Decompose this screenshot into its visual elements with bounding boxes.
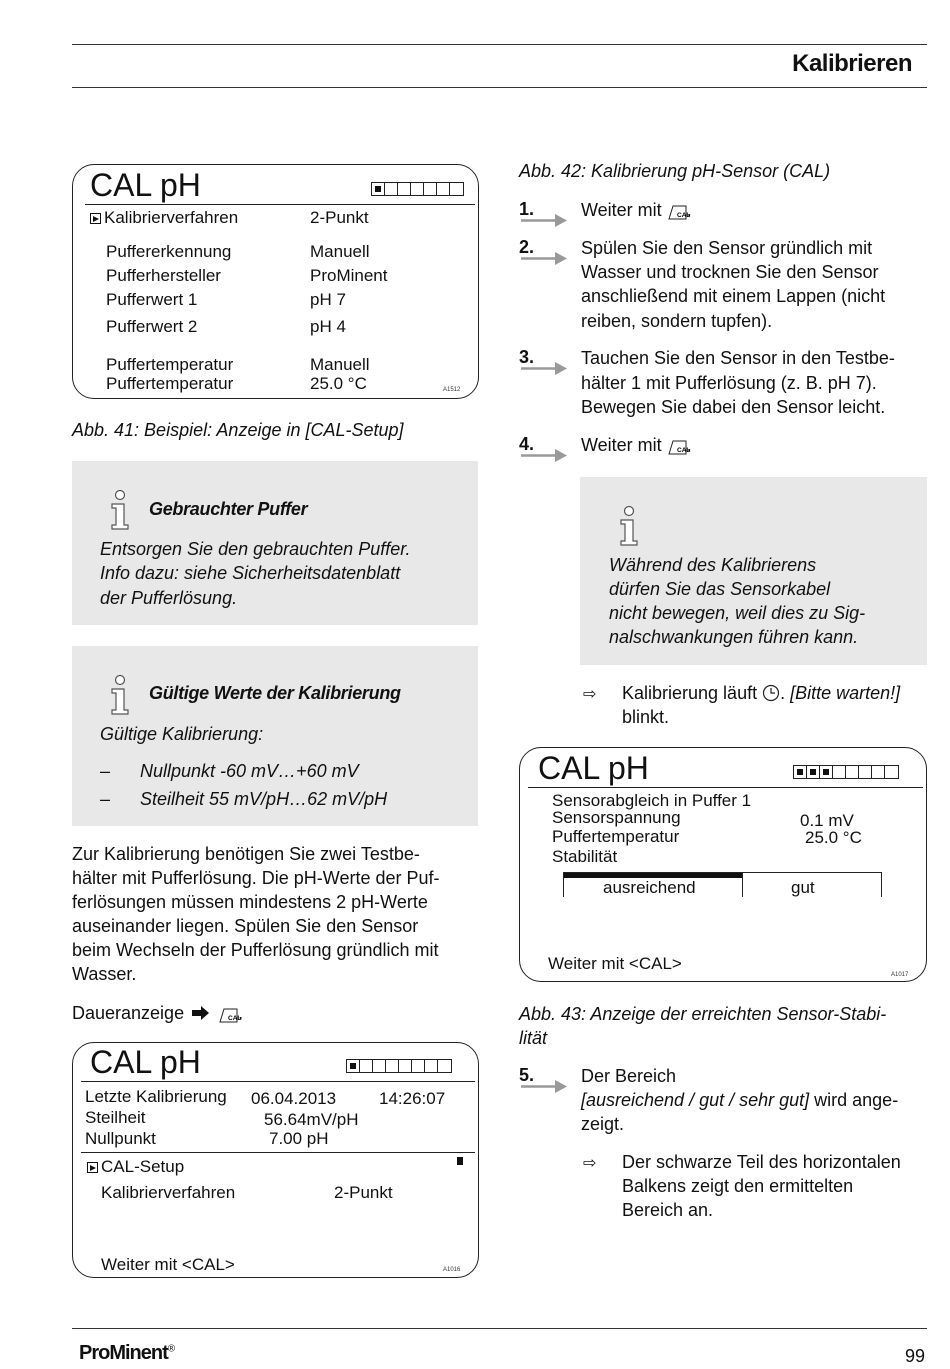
header-bottom-rule — [72, 87, 927, 88]
row-value-4: pH 4 — [310, 317, 346, 336]
figure-code: A1512 — [443, 387, 461, 393]
cal-setup-display — [72, 164, 479, 399]
figure43-caption: lität — [519, 1028, 548, 1048]
stability-bar-divider — [742, 873, 743, 897]
last-cal-time: 14:26:07 — [379, 1089, 446, 1108]
progress-indicator — [346, 1059, 452, 1073]
row-value-0: 2-Punkt — [310, 208, 369, 227]
clock-icon — [762, 684, 780, 702]
info-icon — [108, 489, 132, 531]
stability-display — [519, 747, 927, 982]
scroll-icon — [457, 1157, 463, 1165]
row-value-6: 25.0 °C — [310, 374, 367, 393]
stability-level-low: ausreichend — [603, 878, 696, 897]
paragraph-line: Zur Kalibrierung benötigen Sie zwei Testbe- — [72, 844, 420, 864]
selection-marker-icon — [87, 1162, 98, 1173]
row-value-2: ProMinent — [310, 266, 388, 285]
continuous-display-line — [72, 1001, 243, 1026]
display-footer: Weiter mit <CAL> — [101, 1255, 235, 1274]
row-label-2: Pufferhersteller — [106, 266, 221, 285]
paragraph-line: beim Wechseln der Pufferlösung gründlich mit — [72, 940, 439, 960]
continuous-display — [72, 1042, 479, 1278]
result-text: Balkens zeigt den ermittelten — [622, 1176, 854, 1196]
brand-logo: ProMinent® — [79, 1342, 175, 1364]
info-icon — [108, 674, 132, 716]
display-title: CAL pH — [538, 750, 649, 786]
list-item: Steilheit 55 mV/pH…62 mV/pH — [140, 789, 388, 809]
step-text: hälter 1 mit Pufferlösung (z. B. pH 7). — [581, 373, 877, 393]
info-box-valid-values — [72, 646, 478, 826]
info-line: nalschwankungen führen kann. — [609, 627, 859, 647]
info-box-used-buffer — [72, 461, 478, 625]
display-separator — [85, 204, 475, 205]
list-item: Nullpunkt -60 mV…+60 mV — [140, 761, 359, 781]
figure41-caption: Abb. 41: Beispiel: Anzeige in [CAL-Setup] — [72, 420, 404, 440]
cal-key-icon — [667, 202, 691, 220]
stability-level-mid: gut — [791, 878, 815, 897]
row-label-5: Puffertemperatur — [106, 355, 234, 374]
display-footer: Weiter mit <CAL> — [548, 954, 682, 973]
figure-code: A1017 — [891, 972, 909, 978]
step-text: Tauchen Sie den Sensor in den Testbe- — [581, 348, 895, 368]
continuous-display-label: Daueranzeige — [72, 1003, 185, 1023]
step-text: Wasser und trocknen Sie den Sensor — [581, 262, 879, 282]
step-text: zeigt. — [581, 1114, 625, 1134]
row-label-6: Puffertemperatur — [106, 374, 234, 393]
paragraph-line: ferlösungen müssen mindestens 2 pH-Werte — [72, 892, 428, 912]
info-line: Entsorgen Sie den gebrauchten Puffer. — [100, 539, 411, 559]
slope-label: Steilheit — [85, 1108, 146, 1127]
row-label-0: Kalibrierverfahren — [90, 208, 238, 228]
info-title: Gebrauchter Puffer — [149, 499, 308, 519]
page-title: Kalibrieren — [792, 50, 912, 77]
list-dash: – — [100, 789, 111, 809]
step-arrow-icon — [521, 1079, 567, 1093]
page-number: 99 — [904, 1346, 925, 1366]
zero-label: Nullpunkt — [85, 1129, 156, 1148]
row-label-3: Pufferwert 1 — [106, 290, 198, 309]
footer-rule — [72, 1328, 927, 1329]
method-value: 2-Punkt — [334, 1183, 393, 1202]
result-text: Kalibrierung läuft . [Bitte warten!] — [622, 683, 901, 703]
figure43-caption: Abb. 43: Anzeige der erreichten Sensor-Stabi- — [519, 1004, 887, 1024]
step-arrow-icon — [521, 213, 567, 227]
selection-marker-icon — [90, 213, 101, 224]
display-separator — [81, 1152, 475, 1153]
stability-label: Stabilität — [552, 847, 618, 866]
sensor-voltage-label: Sensorspannung — [552, 808, 681, 827]
continuous-display-suffix: . — [238, 1003, 244, 1023]
info-line: dürfen Sie das Sensorkabel — [609, 579, 831, 599]
info-box-cable — [580, 477, 927, 665]
info-subtitle: Gültige Kalibrierung: — [100, 724, 264, 744]
row-label-4: Pufferwert 2 — [106, 317, 198, 336]
paragraph-line: auseinander liegen. Spülen Sie den Sensor — [72, 916, 419, 936]
cal-key-icon — [218, 1005, 242, 1023]
paragraph-line: Wasser. — [72, 964, 137, 984]
step-number: 1. — [519, 199, 535, 219]
info-title: Gültige Werte der Kalibrierung — [149, 683, 401, 703]
progress-indicator — [793, 765, 899, 779]
step-arrow-icon — [521, 251, 567, 265]
info-icon — [617, 505, 641, 547]
step-number: 3. — [519, 347, 535, 367]
info-line: nicht bewegen, weil dies zu Sig- — [609, 603, 866, 623]
last-cal-date: 06.04.2013 — [251, 1089, 337, 1108]
result-text: Der schwarze Teil des horizontalen — [622, 1152, 901, 1172]
header-top-rule — [72, 44, 927, 45]
row-value-3: pH 7 — [310, 290, 346, 309]
step-arrow-icon — [521, 448, 567, 462]
sensor-adjust-label: Sensorabgleich in Puffer 1 — [552, 791, 752, 810]
paragraph-line: hälter mit Pufferlösung. Die pH-Werte der Puf- — [72, 868, 440, 888]
display-separator — [81, 1081, 475, 1082]
step-arrow-icon — [521, 361, 567, 375]
result-arrow-icon: ⇨ — [583, 1155, 597, 1172]
step-text: Weiter mit CAL . — [581, 200, 692, 220]
svg-text:CAL: CAL — [228, 1015, 242, 1022]
figure42-caption: Abb. 42: Kalibrierung pH-Sensor (CAL) — [519, 161, 831, 181]
row-value-1: Manuell — [310, 242, 370, 261]
step-number: 2. — [519, 237, 535, 257]
buffer-temp-label: Puffertemperatur — [552, 827, 680, 846]
svg-text:CAL: CAL — [676, 212, 691, 219]
step-number: 4. — [519, 434, 535, 454]
step-text: reiben, sondern tupfen). — [581, 311, 773, 331]
row-label-1: Puffererkennung — [106, 242, 232, 261]
row-value-5: Manuell — [310, 355, 370, 374]
display-separator — [528, 787, 923, 788]
display-title: CAL pH — [90, 167, 201, 203]
zero-value: 7.00 pH — [269, 1129, 329, 1148]
step-number: 5. — [519, 1065, 535, 1085]
list-dash: – — [100, 761, 111, 781]
slope-value: 56.64mV/pH — [264, 1110, 359, 1129]
cal-key-icon — [667, 437, 691, 455]
arrow-right-icon — [192, 1006, 210, 1020]
step-text: anschließend mit einem Lappen (nicht — [581, 286, 886, 306]
svg-text:CAL: CAL — [676, 447, 691, 454]
step-text: [ausreichend / gut / sehr gut] wird ange- — [581, 1090, 899, 1110]
step-text: Spülen Sie den Sensor gründlich mit — [581, 238, 873, 258]
step-text: Weiter mit CAL . — [581, 435, 692, 455]
step-text: Bewegen Sie dabei den Sensor leicht. — [581, 397, 886, 417]
info-line: Info dazu: siehe Sicherheitsdatenblatt — [100, 563, 401, 583]
result-text: blinkt. — [622, 707, 670, 727]
result-text: Bereich an. — [622, 1200, 714, 1220]
last-cal-label: Letzte Kalibrierung — [85, 1087, 227, 1106]
progress-indicator — [371, 182, 464, 196]
step-text: Der Bereich — [581, 1066, 677, 1086]
figure-code: A1016 — [443, 1267, 461, 1273]
result-arrow-icon: ⇨ — [583, 686, 597, 703]
method-label: Kalibrierverfahren — [101, 1183, 236, 1202]
info-line: der Pufferlösung. — [100, 588, 238, 608]
menu-item-cal-setup: CAL-Setup — [87, 1157, 184, 1177]
stability-bar — [563, 872, 882, 897]
info-line: Während des Kalibrierens — [609, 555, 817, 575]
buffer-temp-value: 25.0 °C — [805, 828, 862, 847]
sensor-voltage-value: 0.1 mV — [800, 811, 854, 830]
display-title: CAL pH — [90, 1044, 201, 1080]
